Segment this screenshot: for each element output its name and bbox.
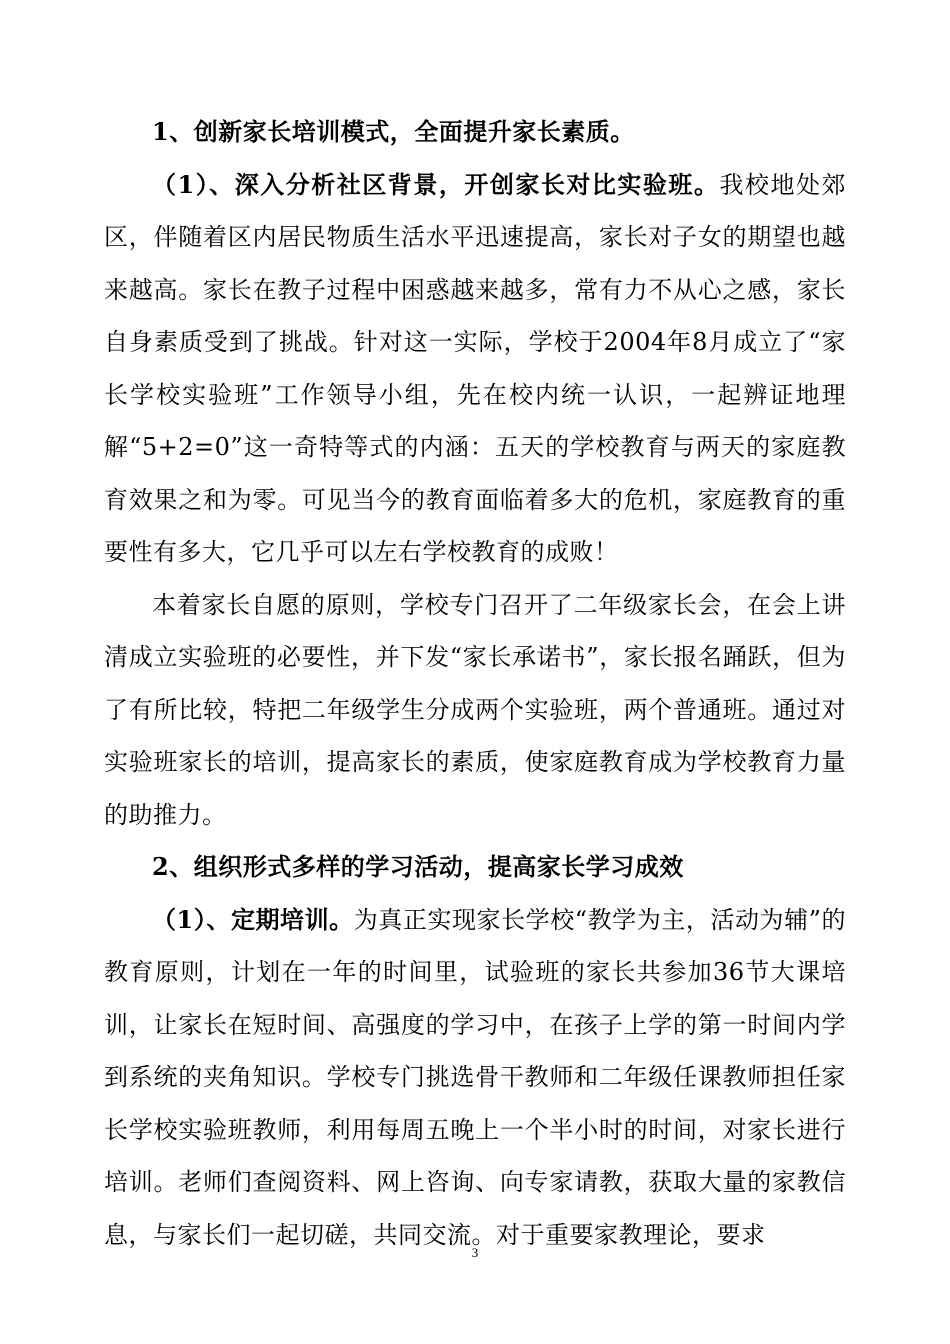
section-2-text: 为真正实现家长学校“教学为主，活动为辅”的教育原则，计划在一年的时间里，试验班的家长共参加36节大课培训，让家长在短时间、高强度的学习中，在孩子上学的第一时间内学到系统的夹角知识。学校专门挑选骨干教师和二年级任课教师担任家长学校实验班教师，利用每周五晚上一个半小时的时间，对家长进行培训。老师们查阅资料、网上咨询、向专家请教，获取大量的家教信息，与家长们一起切磋，共同交流。对于重要家教理论，要求	[104, 905, 846, 1249]
section-1-text: 我校地处郊区，伴随着区内居民物质生活水平迅速提高，家长对子女的期望也越来越高。家长在教子过程中困惑越来越多，常有力不从心之感，家长自身素质受到了挑战。针对这一实际，学校于2004年8月成立了“家长学校实验班”工作领导小组，先在校内统一认识，一起辨证地理解“5+2=0”这一奇特等式的内涵：五天的学校教育与两天的家庭教育效果之和为零。可见当今的教育面临着多大的危机，家庭教育的重要性有多大，它几乎可以左右学校教育的成败！	[104, 170, 846, 566]
document-body	[104, 106, 846, 1261]
heading-1: 1、创新家长培训模式，全面提升家长素质。	[152, 117, 635, 146]
section-2-lead: （1）、定期培训。	[152, 904, 354, 934]
page-number: 3	[471, 1245, 479, 1260]
paragraph-section-1	[104, 159, 846, 579]
paragraph-section-2	[104, 894, 846, 1262]
heading-2: 2、组织形式多样的学习活动，提高家长学习成效	[152, 852, 684, 881]
paragraph-2: 本着家长自愿的原则，学校专门召开了二年级家长会，在会上讲清成立实验班的必要性，并下发“家长承诺书”，家长报名踊跃，但为了有所比较，特把二年级学生分成两个实验班，两个普通班。通过对实验班家长的培训，提高家长的素质，使家庭教育成为学校教育力量的助推力。	[104, 590, 846, 829]
section-1-lead: （1）、深入分析社区背景，开创家长对比实验班。	[152, 169, 720, 199]
